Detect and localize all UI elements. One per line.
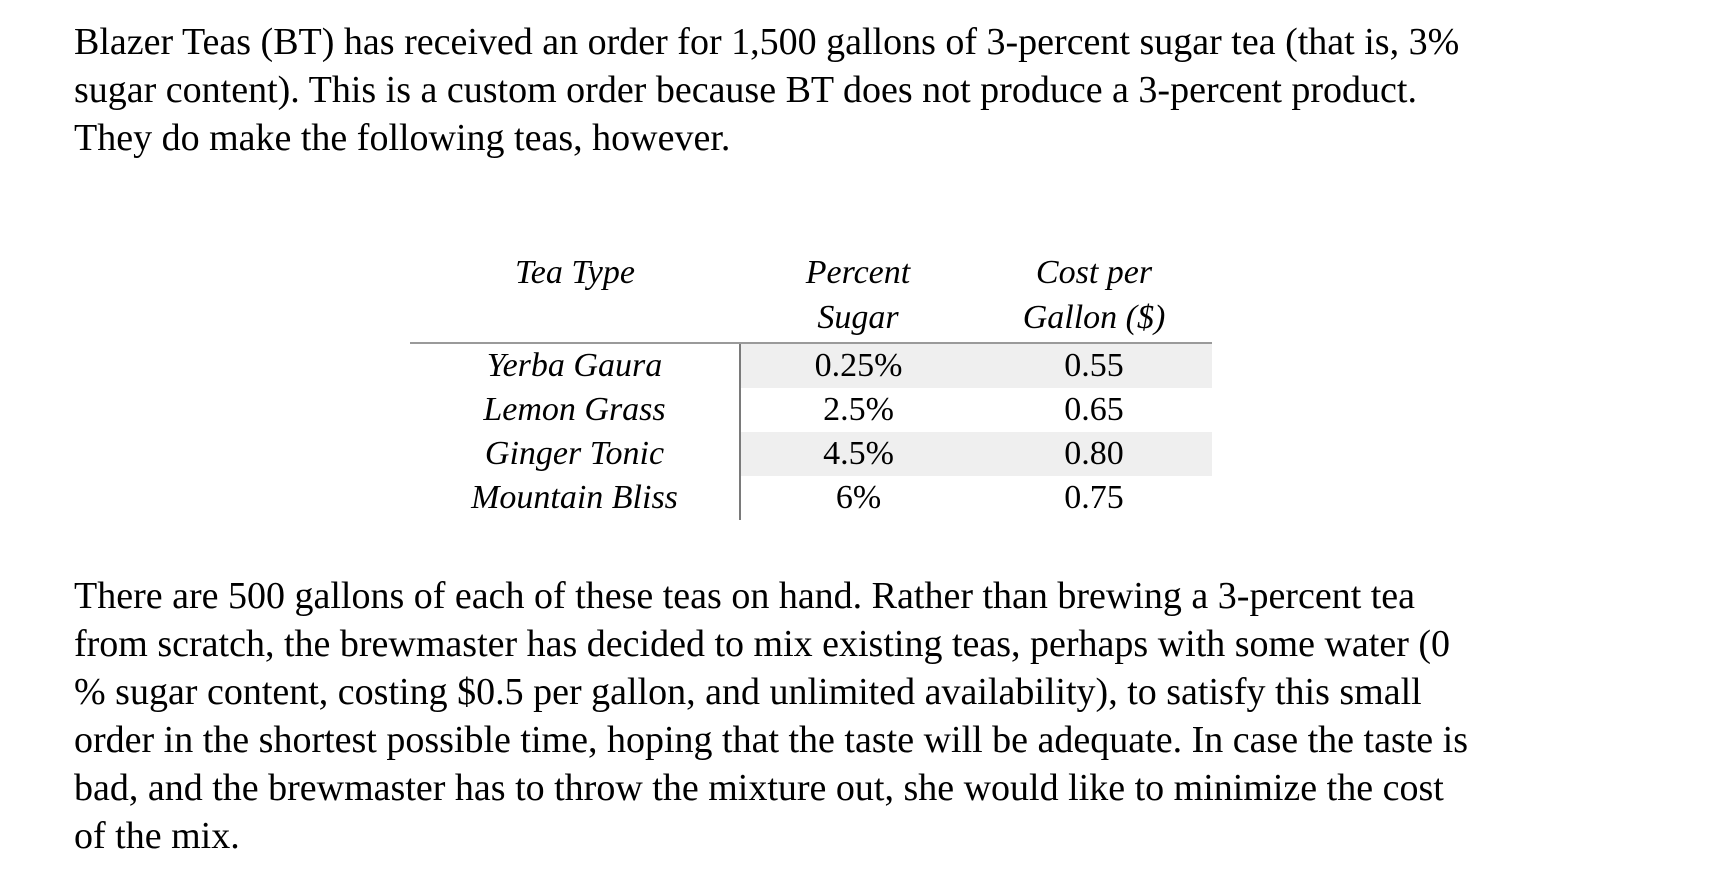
table-row — [410, 432, 1212, 476]
tea-name-cell: Yerba Gaura — [410, 343, 740, 388]
cost-cell: 0.65 — [1064, 391, 1124, 428]
table-row — [410, 476, 1212, 520]
cost-cell: 0.55 — [976, 343, 1212, 388]
intro-line: They do make the following teas, however. — [74, 117, 731, 159]
intro-paragraph — [74, 18, 1654, 162]
detail-line: from scratch, the brewmaster has decided to mix existing teas, perhaps with some water (0 — [74, 623, 1451, 665]
sugar-cell: 6% — [835, 479, 882, 516]
table-row — [410, 343, 1212, 388]
detail-line: bad, and the brewmaster has to throw the mixture out, she would like to minimize the cost — [74, 767, 1444, 809]
header-cost-line1: Cost per — [1035, 254, 1153, 291]
tea-name-cell: Mountain Bliss — [410, 476, 740, 520]
cost-cell: 0.80 — [976, 432, 1212, 476]
sugar-cell: 2.5% — [823, 391, 894, 428]
header-percent-sugar-line1: Percent — [805, 254, 911, 291]
header-tea-type — [410, 250, 740, 343]
detail-line: of the mix. — [74, 815, 240, 857]
intro-line: Blazer Teas (BT) has received an order for 1,500 gallons of 3-percent sugar tea (that is, 3% — [74, 21, 1460, 63]
tea-name-cell: Lemon Grass — [410, 388, 740, 432]
detail-line: order in the shortest possible time, hoping that the taste will be adequate. In case the taste is — [74, 719, 1469, 761]
cost-cell: 0.75 — [1064, 479, 1124, 516]
sugar-cell: 4.5% — [740, 432, 976, 476]
header-cost-per-gallon — [976, 250, 1212, 343]
intro-line: sugar content). This is a custom order because BT does not produce a 3-percent product. — [74, 69, 1417, 111]
detail-line: There are 500 gallons of each of these teas on hand. Rather than brewing a 3-percent tea — [74, 575, 1416, 617]
detail-line: % sugar content, costing $0.5 per gallon, and unlimited availability), to satisfy this small — [74, 671, 1422, 713]
tea-table — [410, 250, 1212, 520]
header-tea-type-label: Tea Type — [515, 254, 635, 291]
sugar-cell: 0.25% — [740, 343, 976, 388]
table-header-row — [410, 250, 1212, 343]
tea-name-cell: Ginger Tonic — [410, 432, 740, 476]
header-percent-sugar-line2: Sugar — [817, 299, 899, 336]
table-row — [410, 388, 1212, 432]
header-percent-sugar — [740, 250, 976, 343]
header-cost-line2: Gallon ($) — [1022, 299, 1166, 336]
detail-paragraph — [74, 572, 1654, 860]
